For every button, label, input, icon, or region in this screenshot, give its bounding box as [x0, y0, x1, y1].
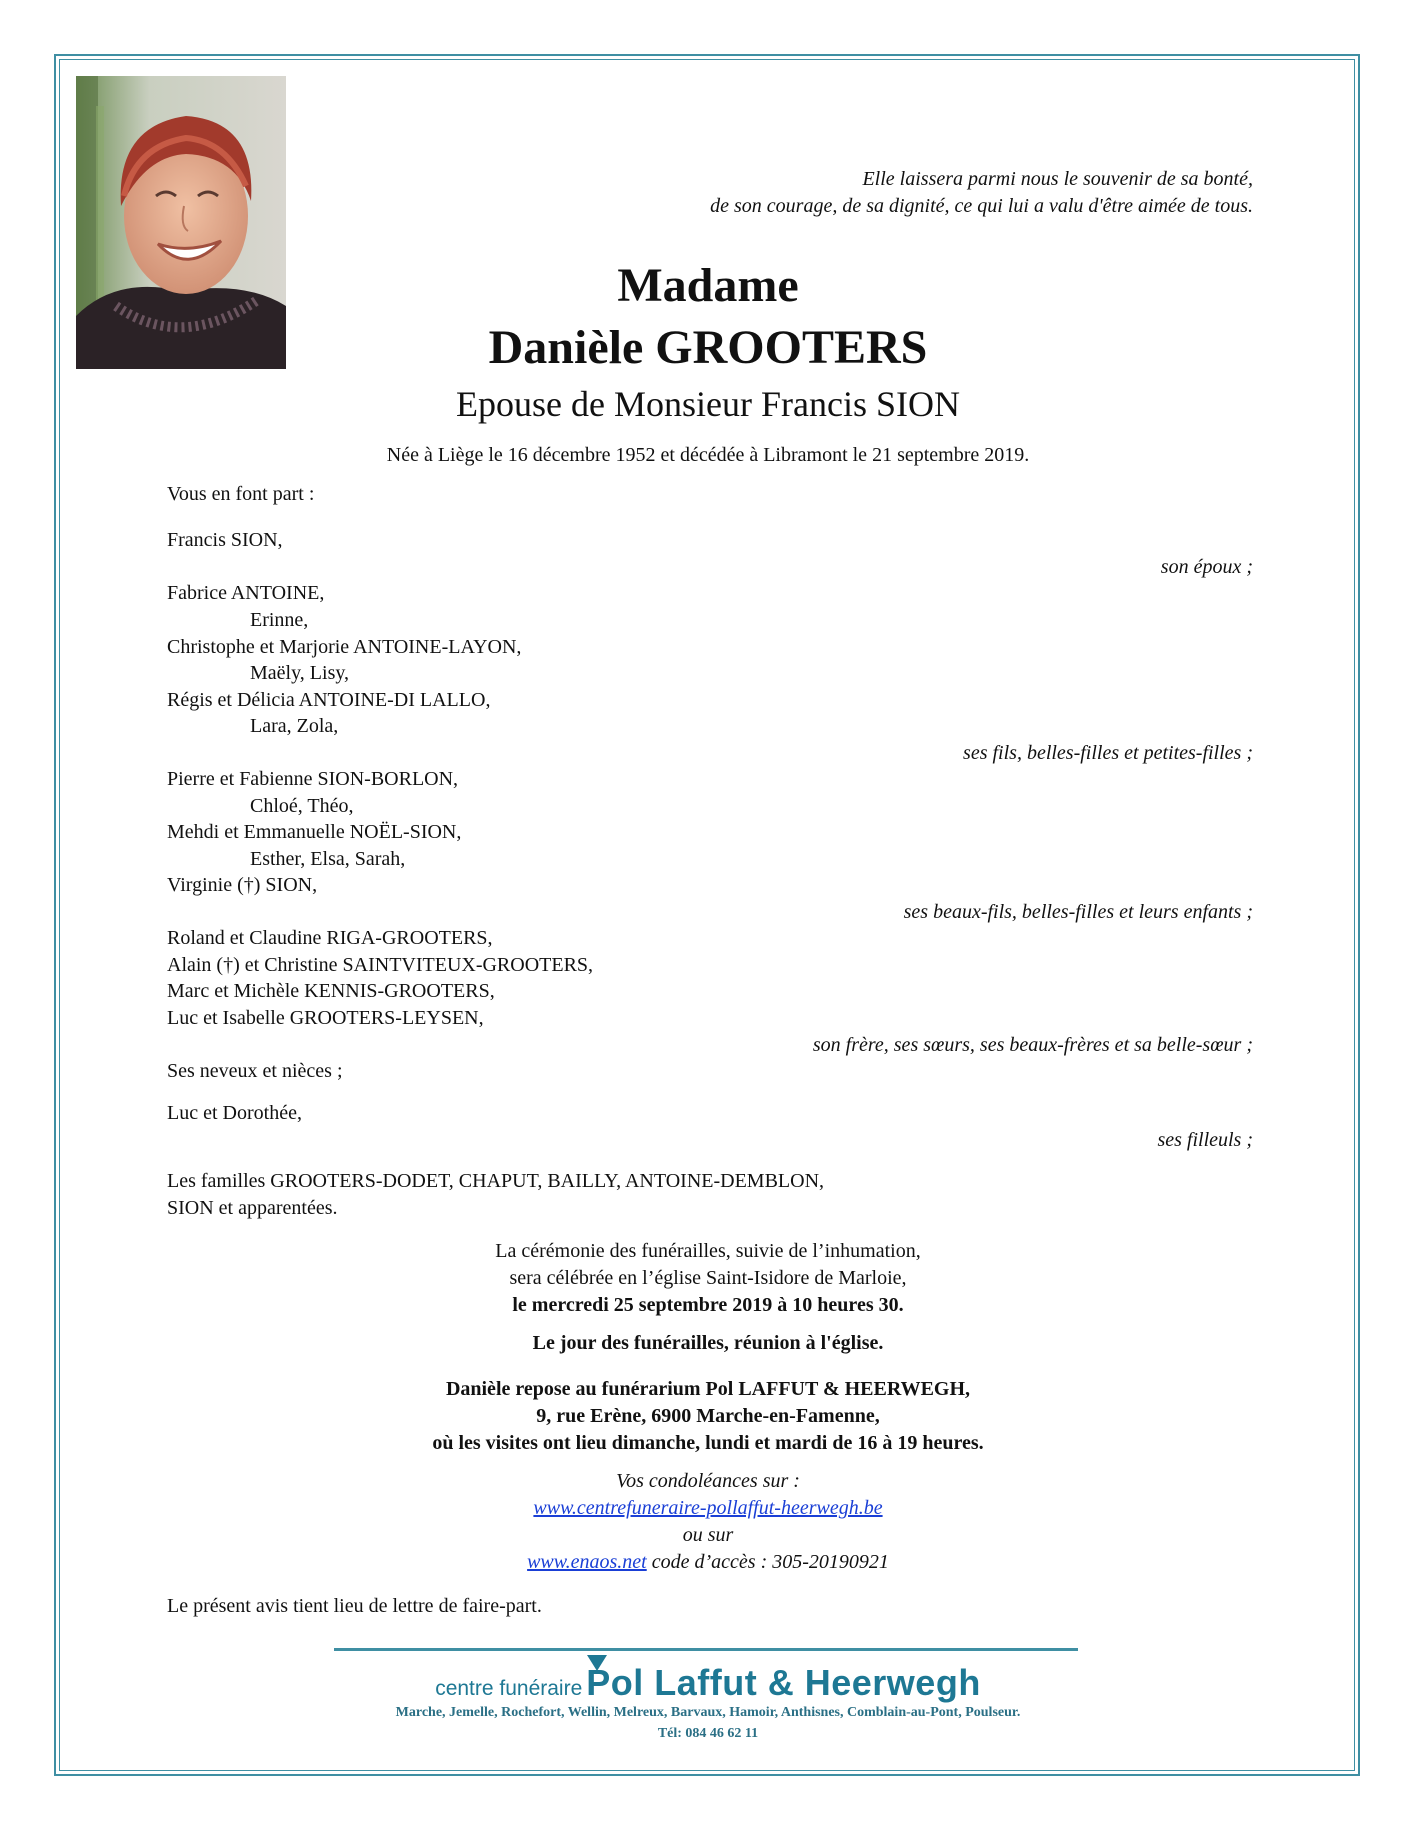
ceremony-date: le mercredi 25 septembre 2019 à 10 heures 30. — [512, 1294, 904, 1316]
condolences-label: Vos condoléances sur : — [616, 1470, 800, 1492]
epitaph-quote — [493, 166, 1253, 220]
funeral-home-logo — [0, 1662, 1416, 1704]
condolences-or: ou sur — [682, 1524, 734, 1546]
deceased-name: Danièle GROOTERS — [488, 321, 928, 374]
relation-label: ses fils, belles-filles et petites-filles ; — [963, 742, 1253, 764]
spouse-line: Epouse de Monsieur Francis SION — [456, 384, 960, 424]
family-line: Virginie (†) SION, — [167, 874, 318, 896]
ceremony-block — [0, 1238, 1416, 1319]
relation-label: son époux ; — [1160, 556, 1253, 578]
condolences-block — [0, 1468, 1416, 1576]
funerarium-block — [0, 1376, 1416, 1457]
funerarium-line-1: Danièle repose au funérarium Pol LAFFUT & HEERWEGH, — [445, 1378, 971, 1400]
family-line: Ses neveux et nièces ; — [167, 1060, 343, 1082]
visiting-hours: où les visites ont lieu dimanche, lundi et mardi de 16 à 19 heures. — [432, 1432, 984, 1454]
family-line: Marc et Michèle KENNIS-GROOTERS, — [167, 980, 495, 1002]
notice-text: Le présent avis tient lieu de lettre de faire-part. — [167, 1595, 542, 1617]
family-line: Maëly, Lisy, — [250, 662, 350, 684]
family-line: Les familles GROOTERS-DODET, CHAPUT, BAILLY, ANTOINE-DEMBLON, — [167, 1170, 825, 1192]
family-line: Luc et Dorothée, — [167, 1102, 302, 1124]
quote-line-1: Elle laissera parmi nous le souvenir de sa bonté, — [862, 168, 1253, 190]
relation-label: ses beaux-fils, belles-filles et leurs enfants ; — [903, 901, 1253, 923]
logo-name: Pol Laffut & Heerwegh — [586, 1662, 981, 1703]
family-line: Mehdi et Emmanuelle NOËL-SION, — [167, 821, 462, 843]
family-line: Régis et Délicia ANTOINE-DI LALLO, — [167, 689, 491, 711]
relation-label: son frère, ses sœurs, ses beaux-frères et sa belle-sœur ; — [812, 1034, 1253, 1056]
family-line: Christophe et Marjorie ANTOINE-LAYON, — [167, 636, 522, 658]
family-line: Esther, Elsa, Sarah, — [250, 848, 406, 870]
logo-phone: Tél: 084 46 62 11 — [657, 1726, 759, 1741]
intro-text: Vous en font part : — [167, 483, 315, 505]
family-line: Chloé, Théo, — [250, 795, 354, 817]
logo-prefix: centre funéraire — [435, 1677, 583, 1700]
family-line: Francis SION, — [167, 529, 283, 551]
condolences-link-funeral-center[interactable]: www.centrefuneraire-pollaffut-heerwegh.be — [533, 1497, 883, 1519]
family-line: Alain (†) et Christine SAINTVITEUX-GROOTERS, — [167, 954, 594, 976]
relation-label: ses filleuls ; — [1157, 1129, 1253, 1151]
family-line: Erinne, — [250, 609, 309, 631]
birth-death-dates: Née à Liège le 16 décembre 1952 et décédée à Libramont le 21 septembre 2019. — [386, 444, 1030, 466]
family-line: Roland et Claudine RIGA-GROOTERS, — [167, 927, 493, 949]
family-line: Fabrice ANTOINE, — [167, 582, 325, 604]
meeting-text: Le jour des funérailles, réunion à l'église. — [532, 1332, 884, 1354]
family-line: Luc et Isabelle GROOTERS-LEYSEN, — [167, 1007, 484, 1029]
logo-towns: Marche, Jemelle, Rochefort, Wellin, Melreux, Barvaux, Hamoir, Anthisnes, Comblain-au-Pont, Poulseur. — [395, 1705, 1021, 1720]
ceremony-line-1: La cérémonie des funérailles, suivie de l’inhumation, — [495, 1240, 921, 1262]
ceremony-line-2: sera célébrée en l’église Saint-Isidore de Marloie, — [509, 1267, 907, 1289]
title-honorific: Madame — [617, 259, 799, 312]
family-line: Lara, Zola, — [250, 715, 339, 737]
footer-divider — [334, 1648, 1078, 1651]
access-code: code d’accès : 305-20190921 — [646, 1551, 889, 1573]
condolences-link-enaos[interactable]: www.enaos.net — [527, 1551, 647, 1573]
family-line: Pierre et Fabienne SION-BORLON, — [167, 768, 459, 790]
family-line: SION et apparentées. — [167, 1197, 338, 1219]
funerarium-address: 9, rue Erène, 6900 Marche-en-Famenne, — [536, 1405, 880, 1427]
quote-line-2: de son courage, de sa dignité, ce qui lui a valu d'être aimée de tous. — [710, 195, 1253, 217]
